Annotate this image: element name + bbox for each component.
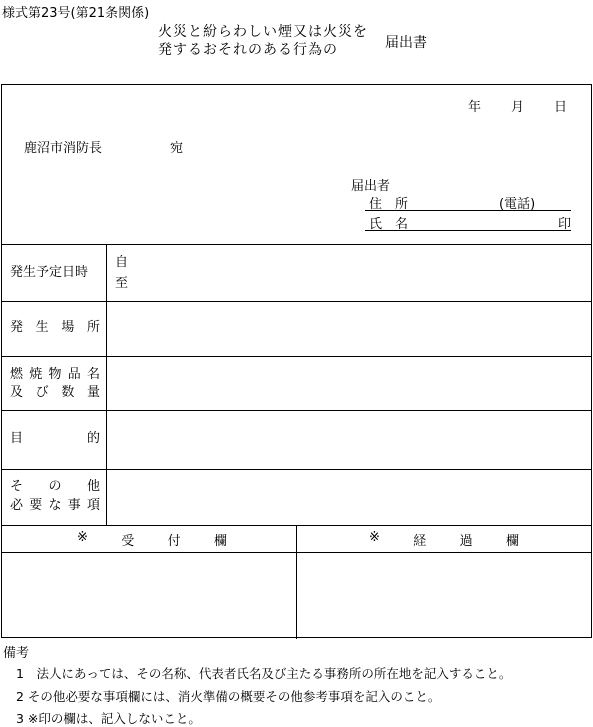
applicant-label: 届出者 bbox=[351, 179, 391, 194]
address-field[interactable] bbox=[365, 194, 571, 211]
purpose-label: 目 的 bbox=[10, 431, 100, 446]
title-line-2: 発するおそれのある行為の bbox=[158, 42, 338, 58]
title-line-1: 火災と紛らわしい煙又は火災を bbox=[158, 24, 368, 40]
title-suffix: 届出書 bbox=[385, 35, 427, 51]
phone-label: (電話) bbox=[499, 197, 536, 212]
other-label-line2: 必 要 な 事 項 bbox=[10, 498, 100, 513]
label-column-divider bbox=[106, 244, 107, 525]
note-item: 3 ※印の欄は、記入しないこと。 bbox=[16, 711, 201, 726]
name-label: 氏 名 bbox=[369, 217, 409, 232]
from-label: 自 bbox=[115, 255, 129, 270]
divider bbox=[2, 410, 591, 411]
to-label: 至 bbox=[115, 276, 129, 291]
note-item: 2 その他必要な事項欄には、消火準備の概要その他参考事項を記入のこと。 bbox=[16, 689, 441, 704]
notes-title: 備考 bbox=[3, 646, 30, 661]
name-field[interactable] bbox=[365, 214, 571, 231]
divider bbox=[2, 244, 591, 245]
recipient: 鹿沼市消防長 bbox=[24, 141, 103, 156]
place-label: 発 生 場 所 bbox=[10, 320, 100, 335]
material-label-line1: 燃 焼 物 品 名 bbox=[10, 367, 100, 382]
material-label-line2: 及 び 数 量 bbox=[10, 385, 100, 400]
address-label: 住 所 bbox=[369, 197, 409, 212]
divider bbox=[2, 469, 591, 470]
seal-mark: 印 bbox=[557, 217, 571, 232]
datetime-label: 発生予定日時 bbox=[10, 265, 89, 280]
footer-column-divider bbox=[296, 525, 297, 639]
honorific: 宛 bbox=[170, 141, 184, 156]
divider bbox=[2, 301, 591, 302]
note-item: 1 法人にあっては、その名称、代表者氏名及び主たる事務所の所在地を記入すること。 bbox=[16, 666, 512, 681]
reception-header: ※ 受 付 欄 bbox=[77, 530, 227, 549]
other-label-line1: そ の 他 bbox=[10, 479, 100, 494]
progress-header: ※ 経 過 欄 bbox=[369, 530, 519, 549]
date-line: 年 月 日 bbox=[468, 100, 568, 115]
divider bbox=[2, 356, 591, 357]
form-number: 様式第23号(第21条関係) bbox=[2, 6, 150, 21]
form-table bbox=[1, 84, 592, 638]
